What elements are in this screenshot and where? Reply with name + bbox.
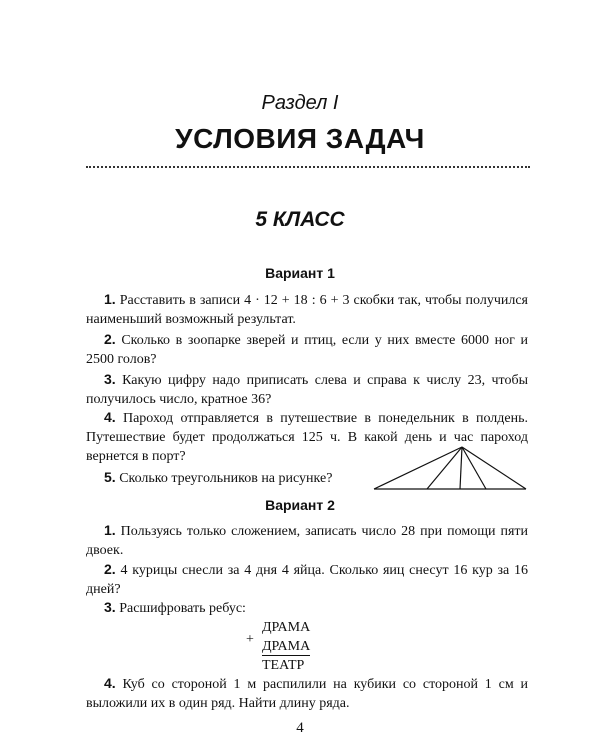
variant-2-problem-4 xyxy=(86,674,528,713)
variant-2-title: Вариант 2 xyxy=(265,497,335,513)
problem-number: 3. xyxy=(104,599,116,615)
variant-1-problem-3 xyxy=(86,370,528,409)
problem-number: 4. xyxy=(104,409,116,425)
problem-text: Расставить в записи 4 · 12 + 18 : 6 + 3 скобки так, чтобы получился наименьший возможный результат. xyxy=(86,293,528,327)
variant-1-title: Вариант 1 xyxy=(265,265,335,281)
variant-2-problem-1 xyxy=(86,521,528,560)
problem-text: Пароход отправляется в путешествие в понедельник в полдень. Путешествие будет продолжаться 125 ч. В какой день и час пароход вернется в порт? xyxy=(86,411,528,464)
problem-number: 2. xyxy=(104,561,116,577)
problem-text: Сколько в зоопарке зверей и птиц, если у них вместе 6000 ног и 2500 голов? xyxy=(86,333,528,367)
triangles-figure xyxy=(372,445,528,493)
problem-number: 3. xyxy=(104,371,116,387)
problem-number: 1. xyxy=(104,522,116,538)
problem-number: 5. xyxy=(104,469,116,485)
problem-text: Какую цифру надо приписать слева и справа к числу 23, чтобы получилось число, кратное 36? xyxy=(86,373,529,407)
class-title: 5 КЛАСС xyxy=(255,208,345,231)
section-title: УСЛОВИЯ ЗАДАЧ xyxy=(175,123,425,154)
rebus-result: ТЕАТР xyxy=(262,658,305,673)
problem-text: 4 курицы снесли за 4 дня 4 яйца. Сколько яиц снесут 16 кур за 16 дней? xyxy=(86,563,529,597)
rebus-plus-sign: + xyxy=(246,632,254,647)
rebus-line-1: ДРАМА xyxy=(262,620,311,635)
problem-number: 4. xyxy=(104,675,116,691)
variant-2-problem-2 xyxy=(86,560,528,599)
problem-text: Пользуясь только сложением, записать число 28 при помощи пяти двоек. xyxy=(86,524,528,558)
dotted-divider xyxy=(86,166,530,168)
problem-text: Куб со стороной 1 м распилили на кубики со стороной 1 см и выложили их в один ряд. Найти длину ряда. xyxy=(86,677,528,711)
page-number: 4 xyxy=(296,720,304,736)
problem-text: Сколько треугольников на рисунке? xyxy=(119,471,333,486)
problem-number: 1. xyxy=(104,291,116,307)
variant-1-problem-5 xyxy=(86,468,356,488)
variant-2-problem-3 xyxy=(86,598,528,618)
variant-1-problem-1 xyxy=(86,290,528,329)
rebus xyxy=(246,618,326,675)
section-label: Раздел I xyxy=(261,92,339,114)
variant-1-problem-2 xyxy=(86,330,528,369)
problem-number: 2. xyxy=(104,331,116,347)
problem-text: Расшифровать ребус: xyxy=(119,601,246,616)
rebus-line-2: ДРАМА xyxy=(262,639,311,654)
